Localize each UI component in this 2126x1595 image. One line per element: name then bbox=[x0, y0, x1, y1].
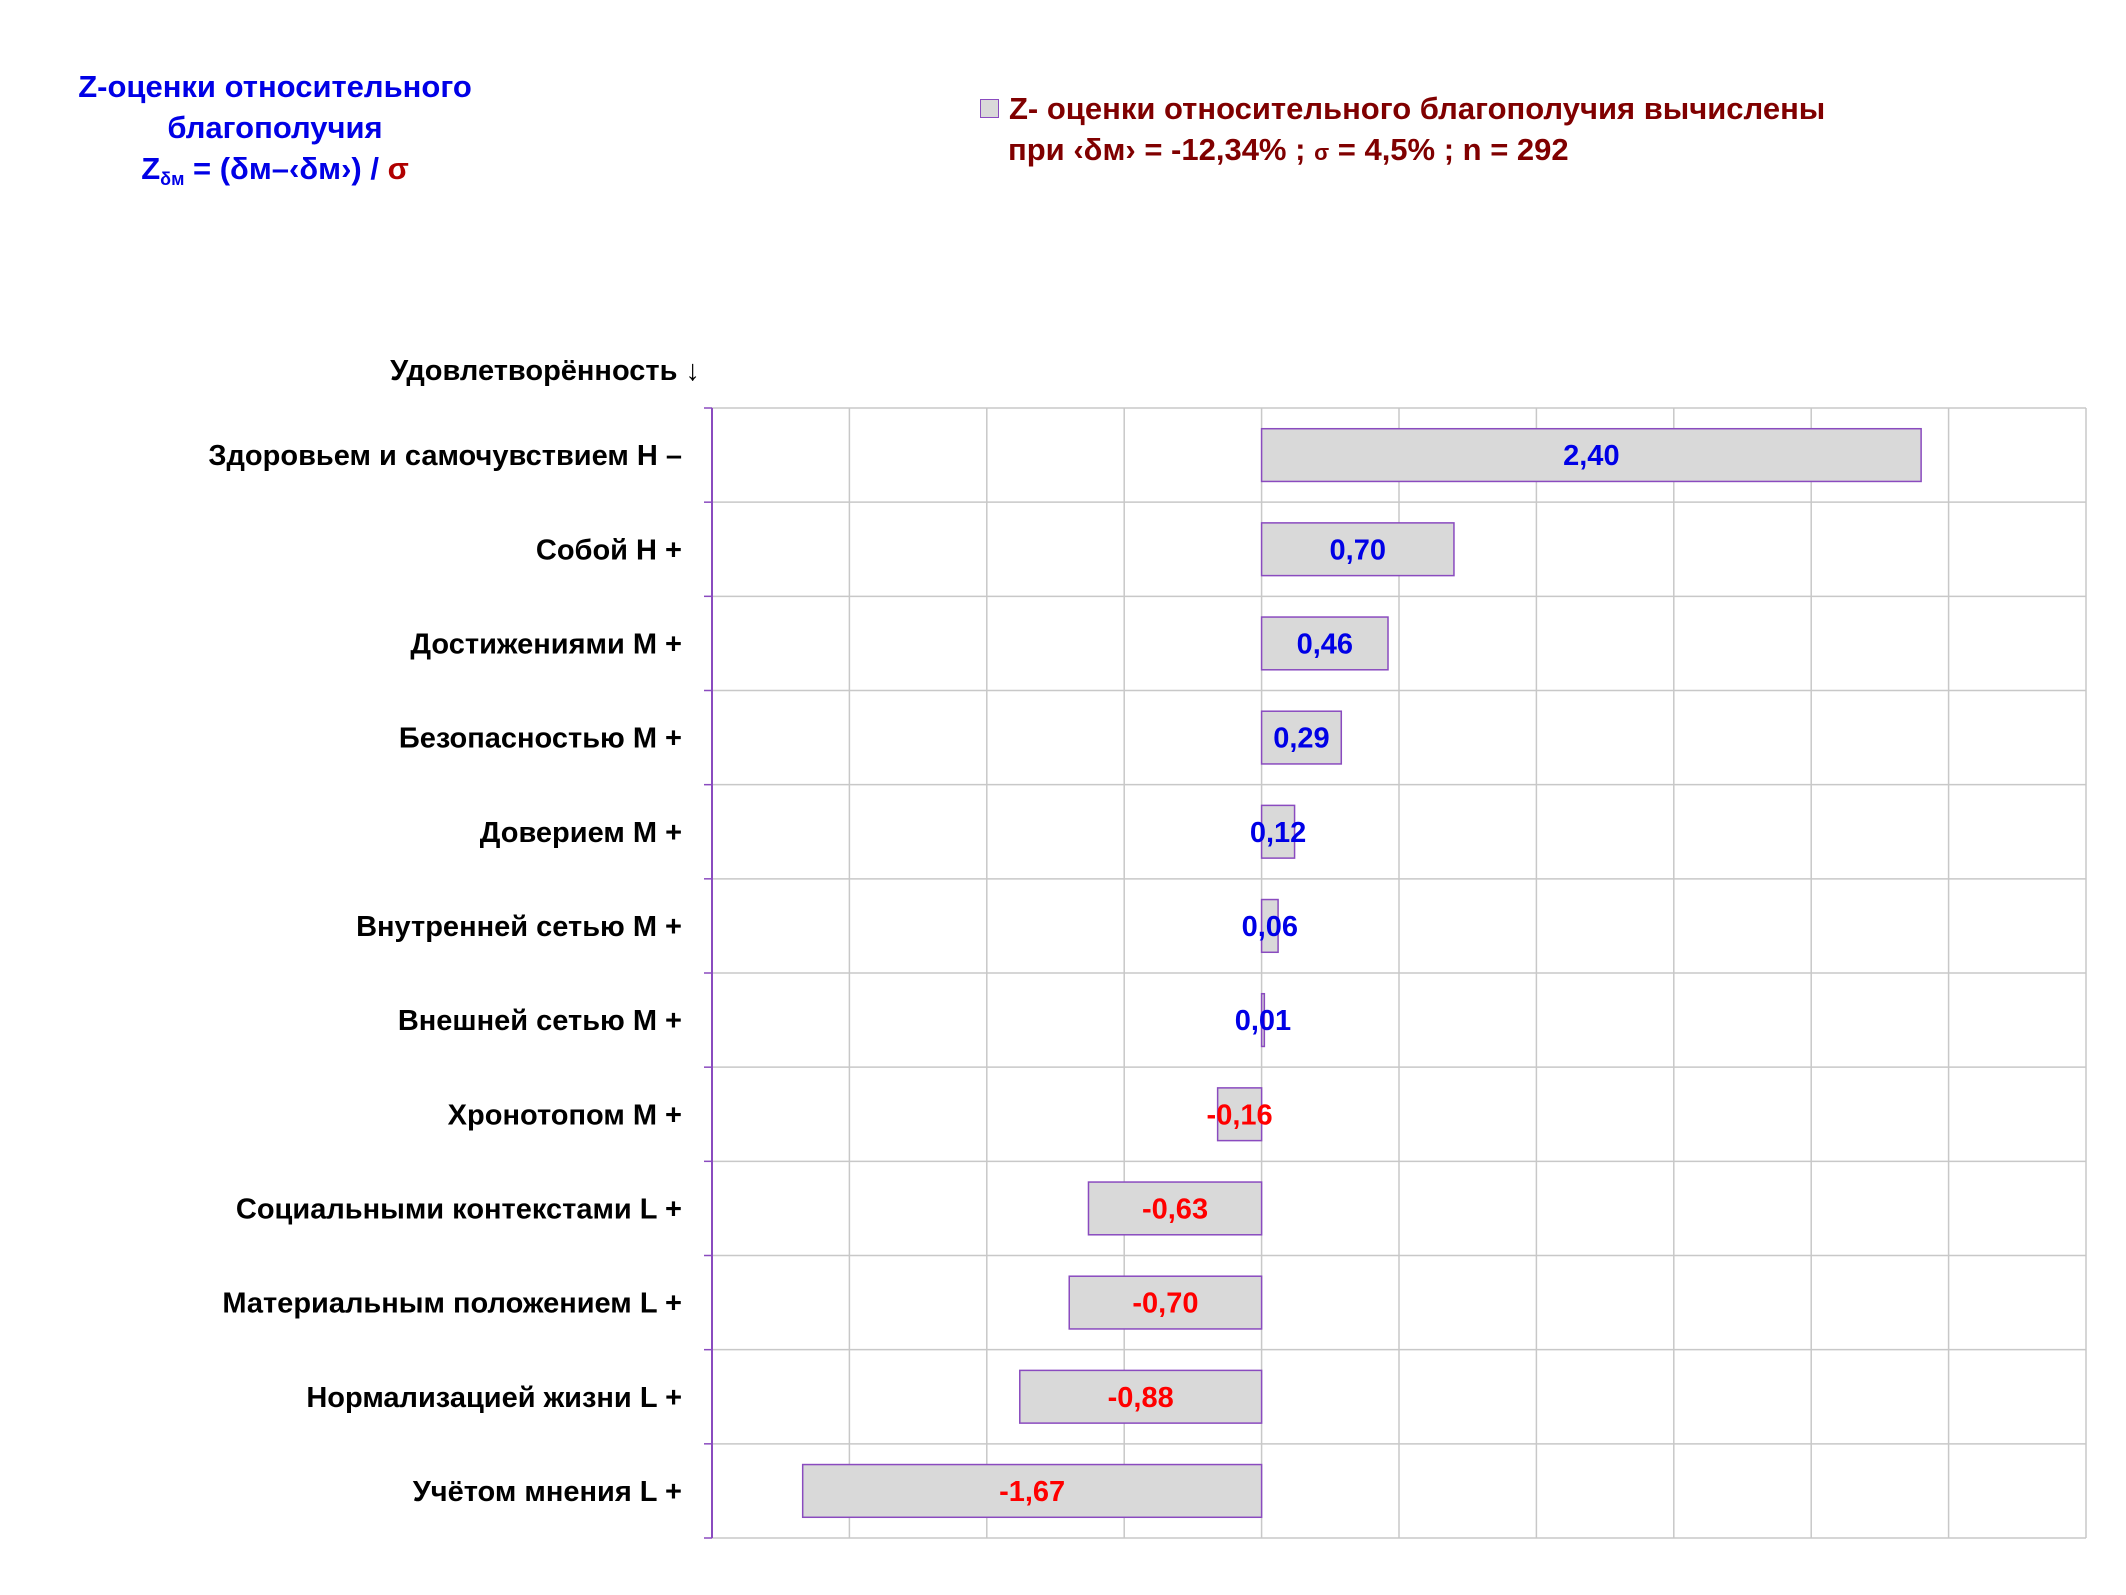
category-label: Социальными контекстами L + bbox=[235, 1193, 682, 1226]
data-label: 0,70 bbox=[1329, 534, 1387, 567]
data-label: -1,67 bbox=[999, 1475, 1066, 1508]
category-label: Внешней сетью M + bbox=[397, 1005, 682, 1038]
data-label: 0,01 bbox=[1234, 1005, 1292, 1038]
category-label: Доверием M + bbox=[479, 816, 682, 849]
category-label: Здоровьем и самочувствием H – bbox=[208, 440, 682, 473]
data-label: 0,46 bbox=[1296, 628, 1354, 661]
category-labels bbox=[208, 440, 682, 1508]
legend-text-2b: = 4,5% ; n = 292 bbox=[1329, 132, 1569, 167]
category-label: Внутренней сетью M + bbox=[356, 910, 682, 943]
data-label: -0,88 bbox=[1107, 1381, 1174, 1414]
data-label: -0,16 bbox=[1206, 1099, 1273, 1132]
data-label: 0,12 bbox=[1249, 816, 1307, 849]
title-line-2: благополучия bbox=[167, 110, 383, 145]
title-line-1: Z-оценки относительного bbox=[78, 69, 472, 104]
formula-subscript: δм bbox=[160, 169, 185, 189]
formula-sigma: σ bbox=[378, 151, 409, 186]
grid bbox=[704, 408, 2086, 1538]
legend-text-2a: при ‹δм› = -12,34% ; bbox=[1008, 132, 1315, 167]
data-label: -0,70 bbox=[1132, 1287, 1199, 1320]
category-label: Хронотопом M + bbox=[447, 1099, 682, 1132]
category-label: Достижениями M + bbox=[410, 628, 682, 661]
category-label: Собой H + bbox=[535, 534, 682, 567]
formula-z: Z bbox=[141, 151, 161, 186]
category-label: Безопасностью M + bbox=[398, 722, 682, 755]
value-labels bbox=[999, 440, 1619, 1508]
data-label: -0,63 bbox=[1141, 1193, 1209, 1226]
category-label: Нормализацией жизни L + bbox=[306, 1381, 682, 1414]
data-label: 0,06 bbox=[1241, 910, 1299, 943]
category-label: Материальным положением L + bbox=[222, 1287, 682, 1320]
legend-sigma: σ bbox=[1314, 140, 1330, 165]
formula-body: = (δм–‹δм›) / bbox=[184, 151, 379, 186]
legend-text-1: Z- оценки относительного благополучия вычислены bbox=[1009, 91, 1826, 126]
data-label: 2,40 bbox=[1563, 440, 1620, 473]
data-label: 0,29 bbox=[1273, 722, 1330, 755]
category-label: Учётом мнения L + bbox=[412, 1475, 682, 1508]
axis-header: Удовлетворённость ↓ bbox=[390, 355, 700, 387]
